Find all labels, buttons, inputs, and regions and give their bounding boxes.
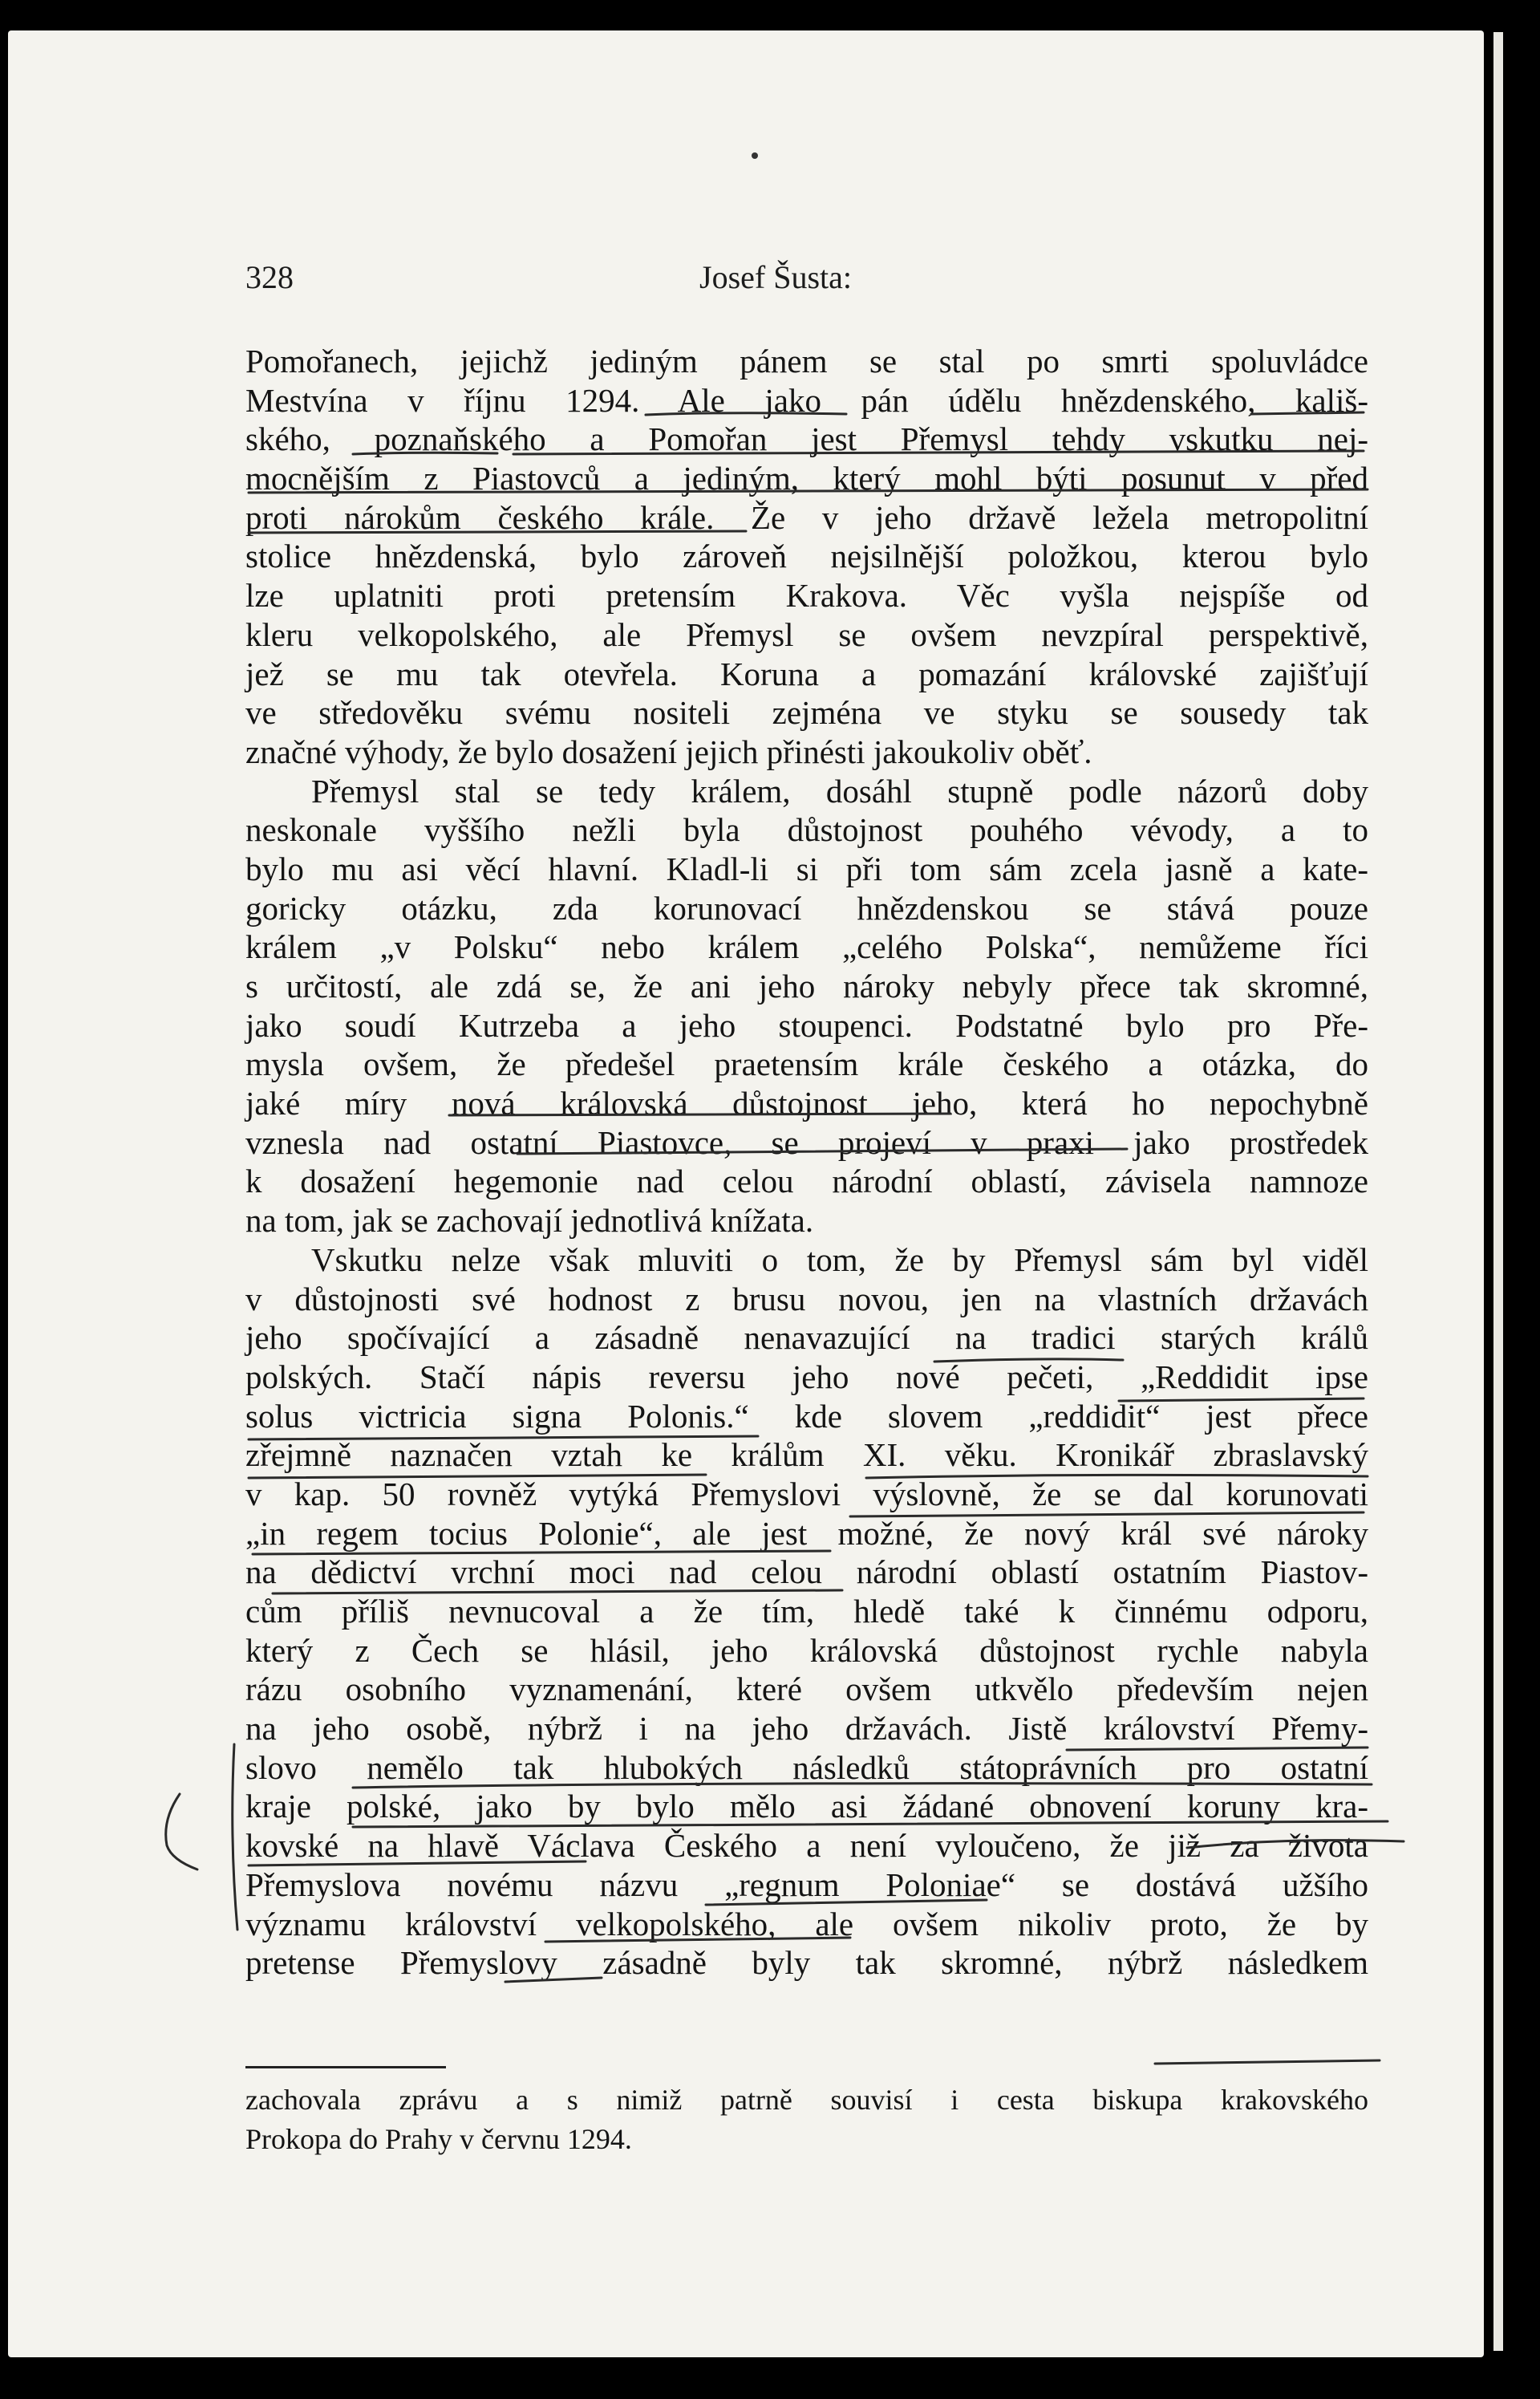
text-line: solus victricia signa Polonis.“ kde slovem „reddidit“ jest přece — [245, 1397, 1368, 1435]
text-line: významu království velkopolského, ale ovšem nikoliv proto, že by — [245, 1905, 1368, 1942]
text-line: jaké míry nová královská důstojnost jeho, která ho nepochybně — [245, 1085, 1368, 1122]
text-line: Pomořanech, jejichž jediným pánem se stal po smrti spoluvládce — [245, 343, 1368, 380]
ink-speck — [752, 152, 758, 159]
text-line: který z Čech se hlásil, jeho královská důstojnost rychle nabyla — [245, 1631, 1368, 1669]
text-line: v kap. 50 rovněž vytýká Přemyslovi výslovně, že se dal korunovati — [245, 1475, 1368, 1512]
footnote — [245, 2083, 1368, 2161]
text-line: značné výhody, že bylo dosažení jejich přinésti jakoukoliv oběť. — [245, 733, 1092, 770]
text-line: jako soudí Kutrzeba a jeho stoupenci. Podstatné bylo pro Pře- — [245, 1006, 1368, 1044]
text-line: neskonale vyššího nežli byla důstojnost pouhého vévody, a to — [245, 811, 1368, 849]
footnote-line: Prokopa do Prahy v červnu 1294. — [245, 2122, 632, 2155]
text-line: mocnějším z Piastovců a jediným, který mohl býti posunut v před — [245, 460, 1368, 497]
text-line: „in regem tocius Polonie“, ale jest možné, že nový král své nároky — [245, 1514, 1368, 1552]
text-line: Přemysl stal se tedy králem, dosáhl stupně podle názorů doby — [311, 772, 1368, 810]
text-line: goricky otázku, zda korunovací hnězdenskou se stává pouze — [245, 889, 1368, 927]
page-header — [245, 258, 1364, 306]
text-line: lze uplatniti proti pretensím Krakova. Věc vyšla nejspíše od — [245, 577, 1368, 615]
text-line: cům příliš nevnucoval a že tím, hledě také k činnému odporu, — [245, 1593, 1368, 1630]
text-line: pretense Přemyslovy zásadně byly tak skromné, nýbrž následkem — [245, 1944, 1368, 1982]
text-line: králem „v Polsku“ nebo králem „celého Polska“, nemůžeme říci — [245, 928, 1368, 966]
text-line: Mestvína v říjnu 1294. Ale jako pán údělu hnězdenského, kališ- — [245, 381, 1368, 419]
text-line: jež se mu tak otevřela. Koruna a pomazání královské zajišťují — [245, 655, 1368, 692]
text-line: stolice hnězdenská, bylo zároveň nejsilnější položkou, kterou bylo — [245, 538, 1368, 575]
text-line: v důstojnosti své hodnost z brusu novou, jen na vlastních državách — [245, 1280, 1368, 1317]
footnote-rule — [245, 2066, 446, 2068]
footnote-line: zachovala zprávu a s nimiž patrně souvisí i cesta biskupa krakovského — [245, 2084, 1368, 2116]
adjacent-page-edge — [1493, 32, 1503, 2351]
text-line: rázu osobního vyznamenání, které ovšem utkvělo především nejen — [245, 1670, 1368, 1708]
text-line: kovské na hlavě Václava Českého a není vyloučeno, že již za života — [245, 1827, 1368, 1865]
text-line: s určitostí, ale zdá se, že ani jeho nároky nebyly přece tak skromné, — [245, 968, 1368, 1005]
running-title: Josef Šusta: — [699, 259, 852, 295]
text-line: bylo mu asi věcí hlavní. Kladl-li si při tom sám zcela jasně a kate- — [245, 850, 1368, 887]
text-line: zřejmně naznačen vztah ke králům XI. věku. Kronikář zbraslavský — [245, 1436, 1368, 1474]
text-line: proti nárokům českého krále. Že v jeho državě ležela metropolitní — [245, 498, 1368, 536]
text-line: mysla ovšem, že předešel praetensím krále českého a otázka, do — [245, 1045, 1368, 1083]
page-number: 328 — [245, 259, 294, 295]
text-line: k dosažení hegemonie nad celou národní oblastí, závisela namnoze — [245, 1163, 1368, 1200]
text-line: polských. Stačí nápis reversu jeho nové pečeti, „Reddidit ipse — [245, 1358, 1368, 1395]
text-line: na dědictví vrchní moci nad celou národní oblastí ostatním Piastov- — [245, 1553, 1368, 1591]
text-line: na tom, jak se zachovají jednotlivá knížata. — [245, 1202, 814, 1240]
text-line: vznesla nad ostatní Piastovce, se projeví v praxi jako prostředek — [245, 1123, 1368, 1161]
text-line: ve středověku svému nositeli zejména ve styku se sousedy tak — [245, 694, 1368, 732]
main-text — [245, 342, 1368, 1983]
text-line: slovo nemělo tak hlubokých následků státoprávních pro ostatní — [245, 1748, 1368, 1786]
text-line: Přemyslova novému názvu „regnum Poloniae“ se dostává užšího — [245, 1865, 1368, 1903]
text-line: Vskutku nelze však mluviti o tom, že by Přemysl sám byl viděl — [311, 1240, 1368, 1278]
text-line: kleru velkopolského, ale Přemysl se ovšem nevzpíral perspektivě, — [245, 615, 1368, 653]
text-line: na jeho osobě, nýbrž i na jeho državách. Jistě království Přemy- — [245, 1710, 1368, 1747]
text-line: kraje polské, jako by bylo mělo asi žádané obnovení koruny kra- — [245, 1788, 1368, 1825]
text-line: ského, poznaňského a Pomořan jest Přemysl tehdy vskutku nej- — [245, 420, 1368, 458]
text-line: jeho spočívající a zásadně nenavazující na tradici starých králů — [245, 1319, 1368, 1357]
